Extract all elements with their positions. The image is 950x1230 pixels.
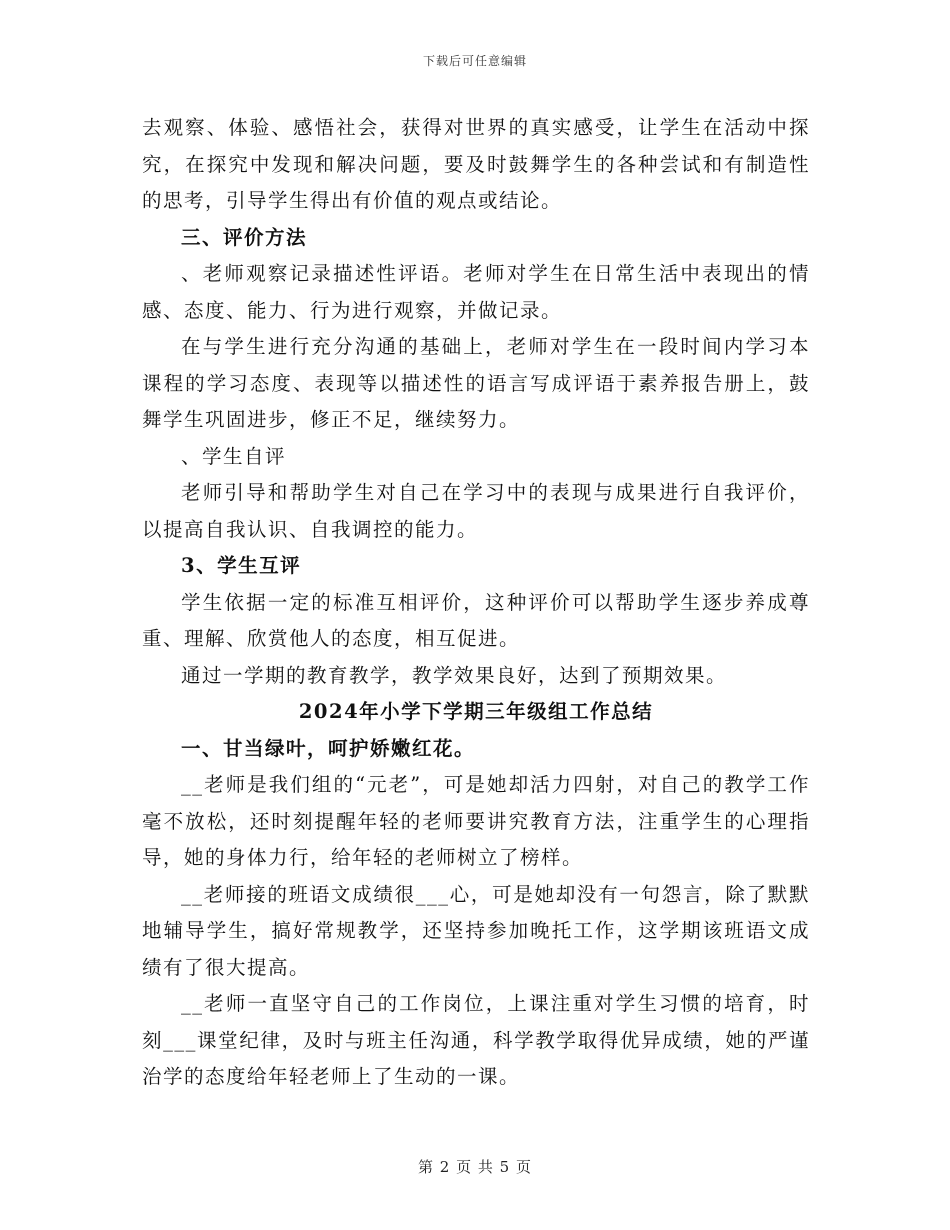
paragraph-teacher-observation: 、老师观察记录描述性评语。老师对学生在日常生活中表现出的情感、态度、能力、行为进行观察，并做记录。 [142, 262, 810, 322]
paragraph-peer-evaluation: 学生依据一定的标准互相评价，这种评价可以帮助学生逐步养成尊重、理解、欣赏他人的态度，相互促进。 [142, 590, 810, 650]
paragraph-senior-teacher: __老师是我们组的“元老”，可是她却活力四射，对自己的教学工作毫不放松，还时刻提醒年轻的老师要讲究教育方法，注重学生的心理指导，她的身体力行，给年轻的老师树立了榜样。 [142, 773, 810, 869]
document-body [142, 110, 810, 1096]
paragraph-communication: 在与学生进行充分沟通的基础上，老师对学生在一段时间内学习本课程的学习态度、表现等以描述性的语言写成评语于素养报告册上，鼓舞学生巩固进步，修正不足，继续努力。 [142, 335, 810, 431]
paragraph-self-evaluation: 老师引导和帮助学生对自己在学习中的表现与成果进行自我评价，以提高自我认识、自我调控的能力。 [142, 481, 810, 541]
page-number-footer: 第 2 页 共 5 页 [418, 1158, 532, 1176]
section-heading-green-leaves: 一、甘当绿叶，呵护娇嫩红花。 [181, 736, 476, 760]
subheading-self-evaluation: 、学生自评 [181, 444, 287, 468]
paragraph-chinese-teacher: __老师接的班语文成绩很___心，可是她却没有一句怨言，除了默默地辅导学生，搞好常规教学，还坚持参加晚托工作，这学期该班语文成绩有了很大提高。 [142, 882, 810, 979]
subheading-peer-evaluation: 3、学生互评 [181, 554, 302, 577]
paragraph-continued: 去观察、体验、感悟社会，获得对世界的真实感受，让学生在活动中探究，在探究中发现和解决问题，要及时鼓舞学生的各种尝试和有制造性的思考，引导学生得出有价值的观点或结论。 [142, 116, 810, 212]
paragraph-dedicated-teacher: __老师一直坚守自己的工作岗位，上课注重对学生习惯的培育，时刻___课堂纪律，及时与班主任沟通，科学教学取得优异成绩，她的严谨治学的态度给年轻老师上了生动的一课。 [142, 992, 810, 1088]
paragraph-conclusion: 通过一学期的教育教学，教学效果良好，达到了预期效果。 [181, 663, 728, 687]
section-heading-evaluation-methods: 三、评价方法 [181, 225, 308, 249]
document-title: 2024年小学下学期三年级组工作总结 [298, 700, 654, 723]
page-header: 下载后可任意编辑 [422, 54, 527, 68]
